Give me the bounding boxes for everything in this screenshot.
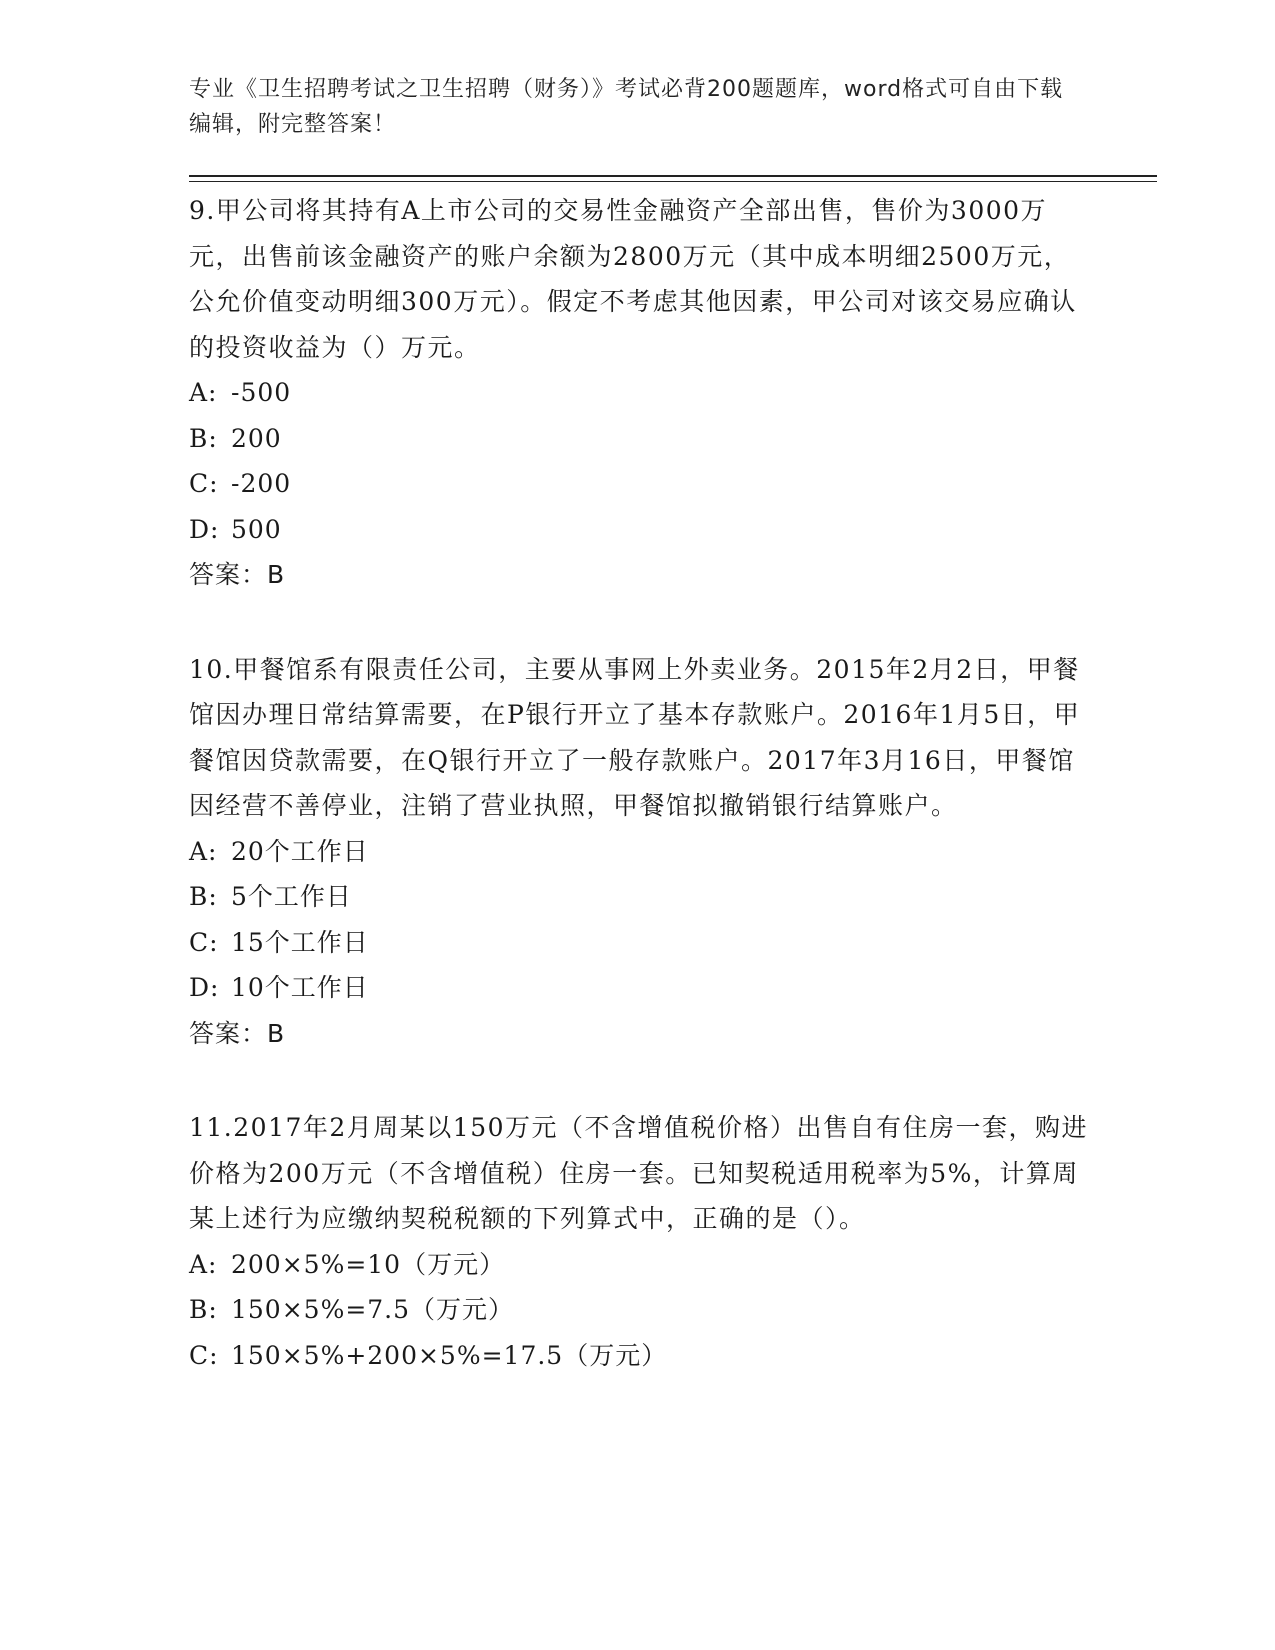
option-key: C: — [189, 1340, 219, 1370]
option-text: 15个工作日 — [231, 927, 369, 957]
answer-line: 答案：B — [189, 1018, 286, 1048]
option-b — [189, 416, 1089, 462]
option-key: C: — [189, 469, 219, 498]
option-key: A: — [189, 1249, 218, 1279]
option-key: B: — [189, 423, 218, 453]
option-key: C: — [189, 927, 219, 957]
option-key: B: — [189, 1295, 218, 1324]
question-item — [189, 1105, 1089, 1378]
option-text: 200×5%=10（万元） — [231, 1249, 506, 1279]
option-d — [189, 507, 1089, 553]
header-divider-thin — [189, 181, 1157, 182]
option-key: A: — [189, 378, 218, 407]
option-b — [189, 1287, 1089, 1333]
question-item — [189, 647, 1089, 1057]
option-text: -500 — [231, 378, 292, 407]
option-text: 500 — [231, 514, 282, 544]
option-key: D: — [189, 973, 220, 1002]
option-text: 200 — [231, 423, 282, 453]
question-item — [189, 188, 1089, 598]
option-key: B: — [189, 882, 218, 911]
option-c — [189, 461, 1089, 507]
option-d — [189, 965, 1089, 1011]
option-text: 150×5%=7.5（万元） — [231, 1295, 515, 1324]
option-c — [189, 1333, 1089, 1379]
option-text: 5个工作日 — [231, 882, 352, 911]
answer-line: 答案：B — [189, 560, 286, 589]
option-key: A: — [189, 836, 218, 866]
question-stem: 11.2017年2月周某以150万元（不含增值税价格）出售自有住房一套，购进价格为200万元（不含增值税）住房一套。已知契税适用税率为5%，计算周某上述行为应缴纳契税税额的下列算式中，正确的是（）。 — [189, 1113, 1089, 1233]
option-text: -200 — [231, 469, 292, 498]
option-text: 20个工作日 — [231, 836, 369, 866]
header-divider-thick — [189, 175, 1157, 177]
question-stem: 9.甲公司将其持有A上市公司的交易性金融资产全部出售，售价为3000万元，出售前该金融资产的账户余额为2800万元（其中成本明细2500万元，公允价值变动明细300万元）。假定不考虑其他因素，甲公司对该交易应确认的投资收益为（）万元。 — [189, 196, 1077, 362]
option-text: 150×5%+200×5%=17.5（万元） — [231, 1340, 668, 1370]
option-b — [189, 874, 1089, 920]
option-key: D: — [189, 514, 220, 544]
option-c — [189, 920, 1089, 966]
document-header: 专业《卫生招聘考试之卫生招聘（财务）》考试必背200题题库，word格式可自由下载编辑，附完整答案！ — [189, 77, 1064, 137]
option-text: 10个工作日 — [231, 973, 369, 1002]
option-a — [189, 829, 1089, 875]
option-a — [189, 370, 1089, 416]
question-list — [189, 188, 1089, 1427]
option-a — [189, 1242, 1089, 1288]
question-stem: 10.甲餐馆系有限责任公司，主要从事网上外卖业务。2015年2月2日，甲餐馆因办理日常结算需要，在P银行开立了基本存款账户。2016年1月5日，甲餐馆因贷款需要，在Q银行开立了一般存款账户。2017年3月16日，甲餐馆因经营不善停业，注销了营业执照，甲餐馆拟撤销银行结算账户。 — [189, 654, 1081, 820]
